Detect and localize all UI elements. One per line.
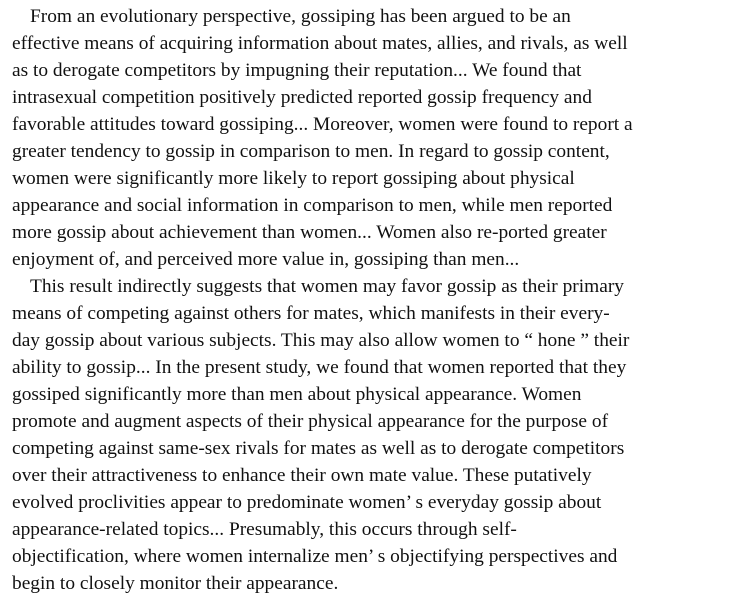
text-line: intrasexual competition positively predicted reported gossip frequency and [12, 87, 592, 108]
text-line: begin to closely monitor their appearance. [12, 573, 339, 594]
paragraph-1 [12, 3, 750, 273]
text-line: competing against same-sex rivals for mates as well as to derogate competitors [12, 438, 625, 459]
text-line: ability to gossip... In the present study, we found that women reported that they [12, 357, 627, 378]
text-line: appearance-related topics... Presumably, this occurs through self- [12, 519, 517, 540]
text-line: day gossip about various subjects. This may also allow women to “ hone ” their [12, 330, 630, 351]
text-line: as to derogate competitors by impugning their reputation... We found that [12, 60, 582, 81]
text-line: objectification, where women internalize men’ s objectifying perspectives and [12, 546, 618, 567]
text-line: favorable attitudes toward gossiping... Moreover, women were found to report a [12, 114, 633, 135]
text-line: women were significantly more likely to report gossiping about physical [12, 168, 575, 189]
text-line: This result indirectly suggests that women may favor gossip as their primary [30, 276, 624, 297]
document-body [12, 3, 750, 597]
text-line: enjoyment of, and perceived more value in, gossiping than men... [12, 249, 520, 270]
text-line: over their attractiveness to enhance their own mate value. These putatively [12, 465, 592, 486]
text-line: greater tendency to gossip in comparison to men. In regard to gossip content, [12, 141, 610, 162]
text-line: gossiped significantly more than men about physical appearance. Women [12, 384, 582, 405]
text-line: effective means of acquiring information about mates, allies, and rivals, as well [12, 33, 628, 54]
text-line: appearance and social information in comparison to men, while men reported [12, 195, 613, 216]
text-line: promote and augment aspects of their physical appearance for the purpose of [12, 411, 609, 432]
text-line: evolved proclivities appear to predominate women’ s everyday gossip about [12, 492, 602, 513]
paragraph-2 [12, 273, 750, 597]
text-line: more gossip about achievement than women... Women also re-ported greater [12, 222, 607, 243]
text-line: From an evolutionary perspective, gossiping has been argued to be an [30, 6, 571, 27]
text-line: means of competing against others for mates, which manifests in their every- [12, 303, 610, 324]
